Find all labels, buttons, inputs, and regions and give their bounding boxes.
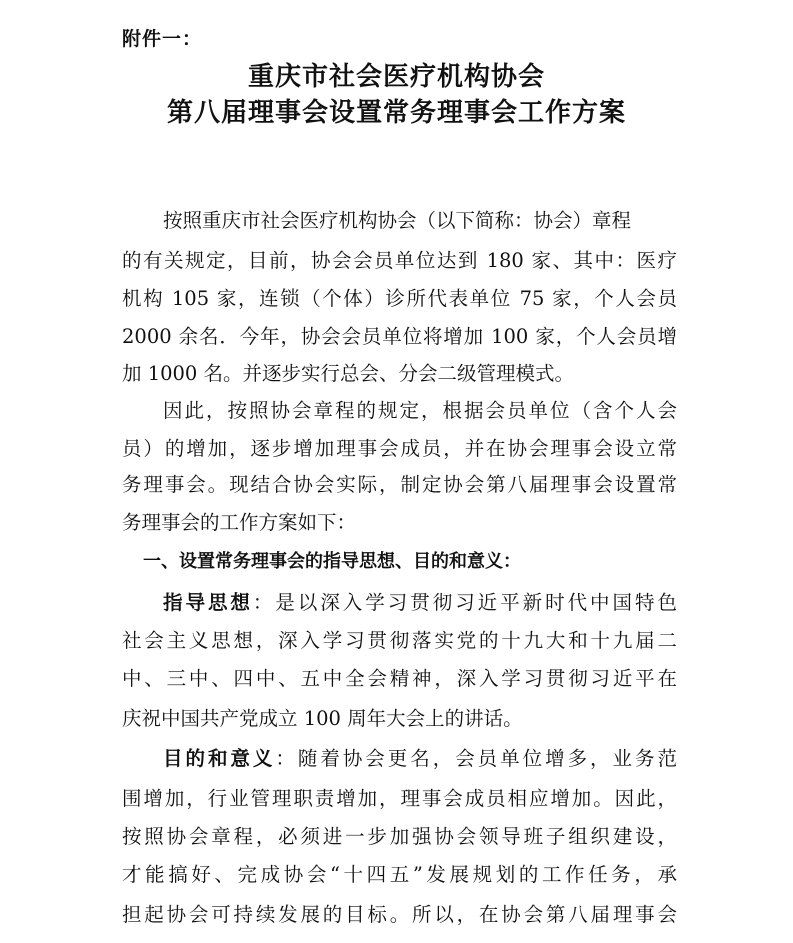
paragraph-1-line-2: 的有关规定，目前，协会会员单位达到 180 家、其中：医疗 bbox=[122, 249, 677, 272]
purpose-line-1 bbox=[163, 746, 677, 772]
guiding-line-1-text: ：是以深入学习贯彻习近平新时代中国特色 bbox=[252, 591, 677, 614]
purpose-line-4: 才能搞好、完成协会“十四五”发展规划的工作任务，承 bbox=[122, 863, 677, 886]
guiding-label: 指导思想 bbox=[163, 591, 253, 614]
guiding-line-1 bbox=[163, 590, 677, 616]
paragraph-2-line-2: 员）的增加，逐步增加理事会成员，并在协会理事会设立常 bbox=[122, 437, 677, 460]
purpose-line-2: 围增加，行业管理职责增加，理事会成员相应增加。因此， bbox=[122, 787, 677, 810]
section-1-heading: 一、设置常务理事会的指导思想、目的和意义： bbox=[143, 551, 521, 572]
purpose-line-5: 担起协会可持续发展的目标。所以，在协会第八届理事会 bbox=[122, 903, 677, 926]
paragraph-1-line-1: 按照重庆市社会医疗机构协会（以下简称：协会）章程 bbox=[163, 209, 632, 232]
attachment-label: 附件一： bbox=[122, 28, 203, 50]
paragraph-1-line-5: 加 1000 名。并逐步实行总会、分会二级管理模式。 bbox=[122, 362, 575, 385]
paragraph-2-line-1: 因此，按照协会章程的规定，根据会员单位（含个人会 bbox=[163, 399, 677, 422]
document-title-line-2: 第八届理事会设置常务理事会工作方案 bbox=[166, 98, 626, 128]
document-title-line-1: 重庆市社会医疗机构协会 bbox=[247, 62, 545, 92]
paragraph-1-line-4: 2000 余名．今年，协会会员单位将增加 100 家，个人会员增 bbox=[122, 325, 677, 348]
guiding-line-2: 社会主义思想，深入学习贯彻落实党的十九大和十九届二 bbox=[122, 629, 677, 652]
guiding-line-4: 庆祝中国共产党成立 100 周年大会上的讲话。 bbox=[122, 707, 523, 730]
guiding-line-3: 中、三中、四中、五中全会精神，深入学习贯彻习近平在 bbox=[122, 667, 677, 690]
purpose-label: 目的和意义 bbox=[163, 747, 276, 770]
paragraph-1-line-3: 机构 105 家，连锁（个体）诊所代表单位 75 家，个人会员 bbox=[122, 287, 677, 310]
purpose-line-1-text: ：随着协会更名，会员单位增多，业务范 bbox=[275, 747, 677, 770]
paragraph-2-line-4: 务理事会的工作方案如下： bbox=[122, 511, 357, 534]
paragraph-2-line-3: 务理事会。现结合协会实际，制定协会第八届理事会设置常 bbox=[122, 473, 677, 496]
purpose-line-3: 按照协会章程，必须进一步加强协会领导班子组织建设， bbox=[122, 825, 677, 848]
